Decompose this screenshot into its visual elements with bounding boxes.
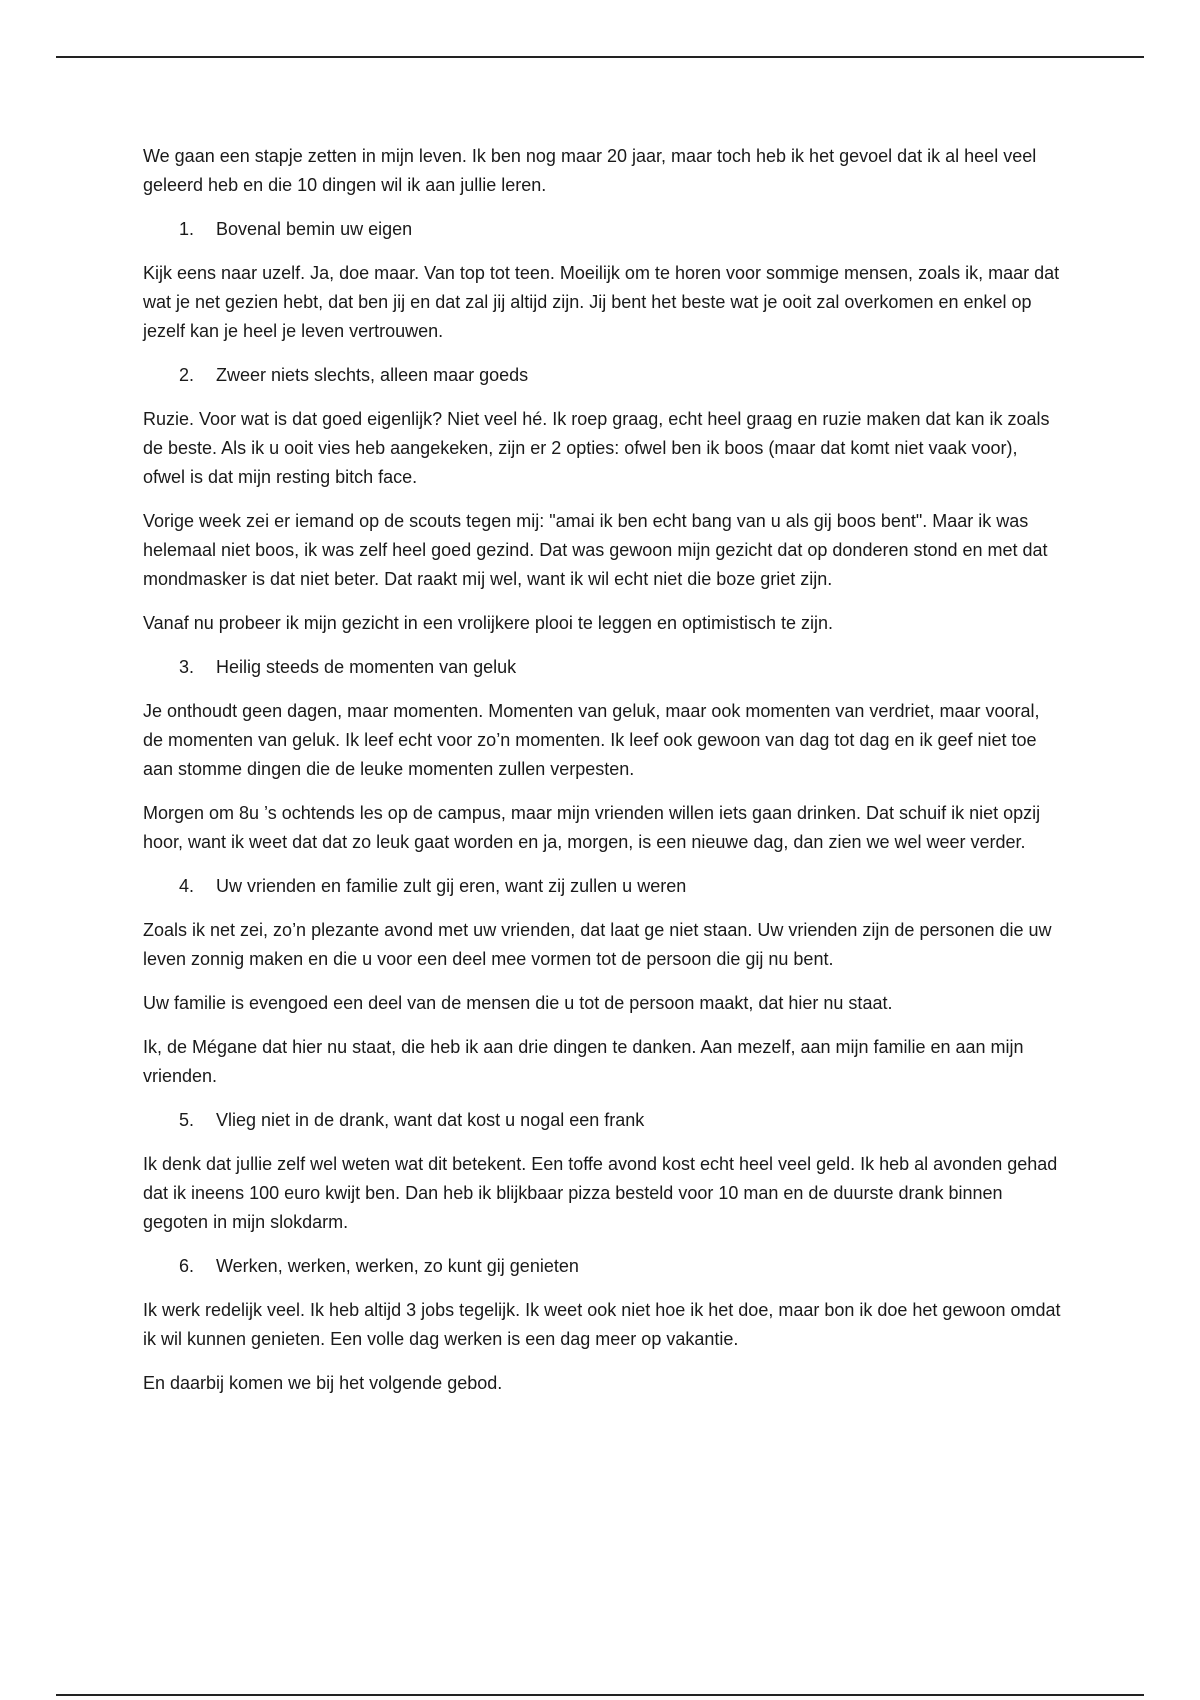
paragraph: Ik, de Mégane dat hier nu staat, die heb ik aan drie dingen te danken. Aan mezelf, aan mijn familie en aan mijn vrienden. [143,1037,1024,1086]
document-body [143,142,1063,1413]
list-item-2 [143,361,1063,390]
list-item-1 [143,215,1063,244]
list-item-6 [143,1252,1063,1281]
list-item-number: 2. [179,365,195,385]
paragraph: Vorige week zei er iemand op de scouts tegen mij: "amai ik ben echt bang van u als gij boos bent". Maar ik was helemaal niet boos, ik was zelf heel goed gezind. Dat was gewoon mijn gezicht dat op donderen stond en met dat mondmasker is dat niet beter. Dat raakt mij wel, want ik wil echt niet die boze griet zijn. [143,511,1048,589]
list-item-text: Zweer niets slechts, alleen maar goeds [216,365,529,385]
paragraph: Zoals ik net zei, zo’n plezante avond met uw vrienden, dat laat ge niet staan. Uw vrienden zijn de personen die uw leven zonnig maken en die u voor een deel mee vormen tot de persoon die gij nu bent. [143,920,1052,969]
list-item-number: 4. [179,876,195,896]
footer-rule [56,1694,1144,1696]
list-item-number: 5. [179,1110,195,1130]
paragraph: Je onthoudt geen dagen, maar momenten. Momenten van geluk, maar ook momenten van verdriet, maar vooral, de momenten van geluk. Ik leef echt voor zo’n momenten. Ik leef ook gewoon van dag tot dag en ik geef niet toe aan stomme dingen die de leuke momenten zullen verpesten. [143,701,1040,779]
list-item-text: Bovenal bemin uw eigen [216,219,413,239]
list-item-text: Werken, werken, werken, zo kunt gij genieten [216,1256,579,1276]
paragraph: Morgen om 8u ’s ochtends les op de campus, maar mijn vrienden willen iets gaan drinken. Dat schuif ik niet opzij hoor, want ik weet dat dat zo leuk gaat worden en ja, morgen, is een nieuwe dag, dan zien we wel weer verder. [143,803,1041,852]
paragraph-closing: En daarbij komen we bij het volgende gebod. [143,1373,503,1393]
paragraph: Ik werk redelijk veel. Ik heb altijd 3 jobs tegelijk. Ik weet ook niet hoe ik het doe, maar bon ik doe het gewoon omdat ik wil kunnen genieten. Een volle dag werken is een dag meer op vakantie. [143,1300,1061,1349]
list-item-number: 6. [179,1256,195,1276]
paragraph-intro: We gaan een stapje zetten in mijn leven. Ik ben nog maar 20 jaar, maar toch heb ik het gevoel dat ik al heel veel geleerd heb en die 10 dingen wil ik aan jullie leren. [143,146,1037,195]
paragraph: Uw familie is evengoed een deel van de mensen die u tot de persoon maakt, dat hier nu staat. [143,993,893,1013]
list-item-number: 1. [179,219,195,239]
list-item-5 [143,1106,1063,1135]
paragraph: Ruzie. Voor wat is dat goed eigenlijk? Niet veel hé. Ik roep graag, echt heel graag en ruzie maken dat kan ik zoals de beste. Als ik u ooit vies heb aangekeken, zijn er 2 opties: ofwel ben ik boos (maar dat komt niet vaak voor), ofwel is dat mijn resting bitch face. [143,409,1050,487]
header-rule [56,56,1144,58]
list-item-number: 3. [179,657,195,677]
paragraph: Ik denk dat jullie zelf wel weten wat dit betekent. Een toffe avond kost echt heel veel geld. Ik heb al avonden gehad dat ik ineens 100 euro kwijt ben. Dan heb ik blijkbaar pizza besteld voor 10 man en de duurste drank binnen gegoten in mijn slokdarm. [143,1154,1058,1232]
paragraph: Kijk eens naar uzelf. Ja, doe maar. Van top tot teen. Moeilijk om te horen voor sommige mensen, zoals ik, maar dat wat je net gezien hebt, dat ben jij en dat zal jij altijd zijn. Jij bent het beste wat je ooit zal overkomen en enkel op jezelf kan je heel je leven vertrouwen. [143,263,1060,341]
list-item-text: Vlieg niet in de drank, want dat kost u nogal een frank [216,1110,645,1130]
list-item-4 [143,872,1063,901]
paragraph: Vanaf nu probeer ik mijn gezicht in een vrolijkere plooi te leggen en optimistisch te zijn. [143,613,834,633]
list-item-text: Heilig steeds de momenten van geluk [216,657,517,677]
list-item-3 [143,653,1063,682]
list-item-text: Uw vrienden en familie zult gij eren, want zij zullen u weren [216,876,687,896]
